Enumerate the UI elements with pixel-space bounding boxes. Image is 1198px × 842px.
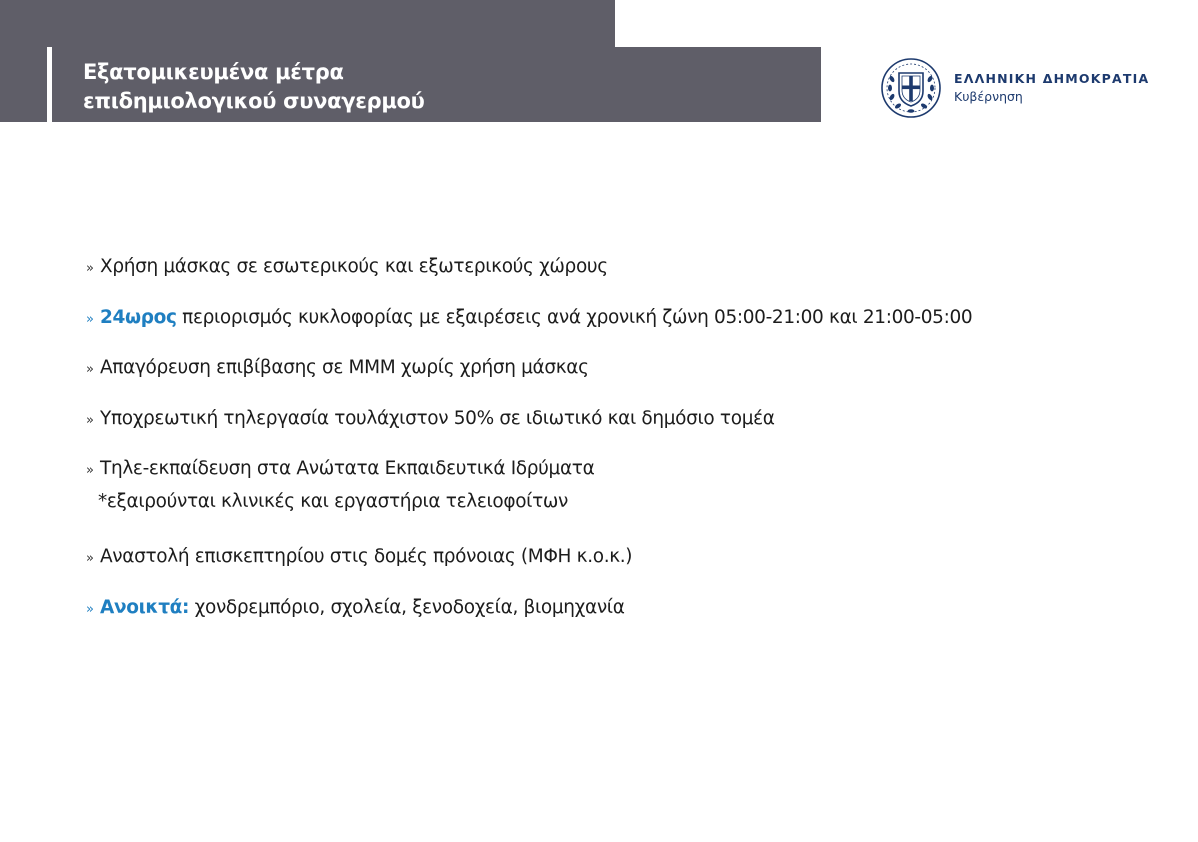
bullet-icon: » — [86, 311, 94, 327]
slide-title — [83, 58, 425, 116]
measure-item-care-visits — [86, 546, 972, 597]
measure-text — [100, 256, 608, 277]
bullet-icon: » — [86, 261, 94, 276]
measure-text-content: περιορισμός κυκλοφορίας με εξαιρέσεις ανά χρονική ζώνη 05:00-21:00 και 21:00-05:00 — [176, 306, 973, 328]
measure-text — [100, 307, 972, 328]
government-name: ΕΛΛΗΝΙΚΗ ΔΗΜΟΚΡΑΤΙΑ — [954, 71, 1150, 86]
slide-title-line2: επιδημιολογικού συναγερμού — [83, 89, 425, 113]
measure-item-transport — [86, 357, 972, 408]
measures-list — [86, 256, 972, 647]
measure-text-content: Τηλε-εκπαίδευση στα Ανώτατα Εκπαιδευτικά Ιδρύματα — [100, 458, 595, 479]
measure-item-open-sectors — [86, 597, 972, 648]
measure-item-curfew — [86, 307, 972, 358]
bullet-icon: » — [86, 362, 94, 377]
bullet-icon: » — [86, 551, 94, 566]
measure-highlight: Ανοικτά: — [100, 596, 190, 618]
greek-coat-of-arms-icon — [880, 57, 942, 119]
slide-title-line1: Εξατομικευμένα μέτρα — [83, 60, 344, 84]
measure-footnote: *εξαιρούνται κλινικές και εργαστήρια τελειοφοίτων — [98, 491, 568, 512]
measure-text — [100, 357, 589, 378]
measure-text-content: Χρήση μάσκας σε εσωτερικούς και εξωτερικούς χώρους — [100, 256, 608, 277]
government-subtitle: Κυβέρνηση — [954, 89, 1023, 104]
bullet-icon: » — [86, 463, 94, 478]
header-band-top — [0, 0, 615, 47]
measure-item-telework — [86, 408, 972, 459]
header-accent-bar — [47, 47, 52, 122]
government-logo — [880, 57, 1149, 119]
measure-text — [100, 597, 625, 618]
measure-text — [100, 546, 632, 567]
measure-text — [100, 408, 775, 429]
measure-text-content: χονδρεμπόριο, σχολεία, ξενοδοχεία, βιομηχανία — [189, 596, 625, 618]
measure-text-content: Αναστολή επισκεπτηρίου στις δομές πρόνοιας (ΜΦΗ κ.ο.κ.) — [100, 546, 633, 567]
measure-highlight: 24ωρος — [100, 306, 177, 328]
measure-text — [100, 458, 594, 512]
bullet-icon: » — [86, 601, 94, 617]
measure-item-mask — [86, 256, 972, 307]
government-logo-text — [954, 70, 1149, 106]
measure-text-content: Υποχρεωτική τηλεργασία τουλάχιστον 50% σε ιδιωτικό και δημόσιο τομέα — [100, 407, 775, 429]
measure-text-content: Απαγόρευση επιβίβασης σε ΜΜΜ χωρίς χρήση μάσκας — [100, 357, 589, 378]
measure-item-tele-education — [86, 458, 972, 546]
bullet-icon: » — [86, 412, 94, 428]
